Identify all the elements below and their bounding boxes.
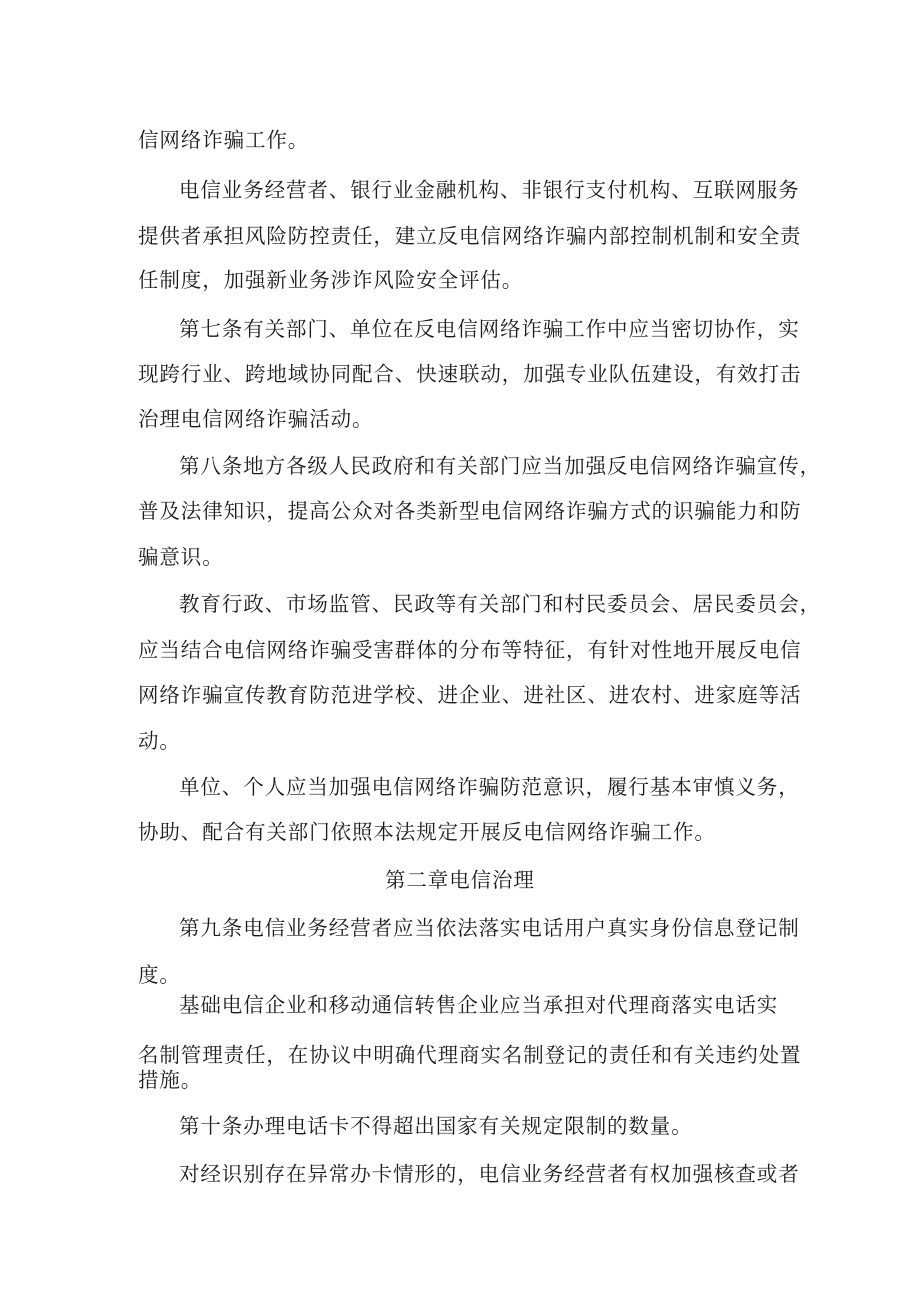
text-line: 骗意识。	[138, 545, 224, 569]
chapter-heading: 第二章电信治理	[385, 868, 535, 892]
text-line: 教育行政、市场监管、民政等有关部门和村民委员会、居民委员会，	[179, 592, 821, 616]
text-line: 对经识别存在异常办卡情形的，电信业务经营者有权加强核查或者	[179, 1162, 800, 1186]
text-line: 基础电信企业和移动通信转售企业应当承担对代理商落实电话实	[179, 993, 779, 1017]
text-line: 应当结合电信网络诈骗受害群体的分布等特征，有针对性地开展反电信	[138, 638, 802, 662]
text-line: 第九条电信业务经营者应当依法落实电话用户真实身份信息登记制	[179, 916, 800, 940]
text-line: 第七条有关部门、单位在反电信网络诈骗工作中应当密切协作，实	[179, 317, 800, 341]
text-line: 动。	[138, 729, 181, 753]
text-line: 第八条地方各级人民政府和有关部门应当加强反电信网络诈骗宣传，	[179, 454, 821, 478]
text-line: 电信业务经营者、银行业金融机构、非银行支付机构、互联网服务	[179, 178, 800, 202]
text-line: 度。	[138, 963, 181, 987]
text-line: 协助、配合有关部门依照本法规定开展反电信网络诈骗工作。	[138, 820, 716, 844]
text-line: 网络诈骗宣传教育防范进学校、进企业、进社区、进农村、进家庭等活	[138, 683, 802, 707]
text-line: 治理电信网络诈骗活动。	[138, 407, 374, 431]
text-line: 单位、个人应当加强电信网络诈骗防范意识，履行基本审慎义务，	[179, 775, 800, 799]
text-line: 措施。	[138, 1068, 203, 1092]
text-line: 现跨行业、跨地域协同配合、快速联动，加强专业队伍建设，有效打击	[138, 362, 802, 386]
text-line: 提供者承担风险防控责任，建立反电信网络诈骗内部控制机制和安全责	[138, 224, 802, 248]
text-line: 普及法律知识，提高公众对各类新型电信网络诈骗方式的识骗能力和防	[138, 499, 802, 523]
text-line: 名制管理责任，在协议中明确代理商实名制登记的责任和有关违约处置	[138, 1043, 802, 1067]
text-line: 第十条办理电话卡不得超出国家有关规定限制的数量。	[179, 1114, 693, 1138]
text-line: 信网络诈骗工作。	[138, 128, 310, 152]
text-line: 任制度，加强新业务涉诈风险安全评估。	[138, 268, 524, 292]
